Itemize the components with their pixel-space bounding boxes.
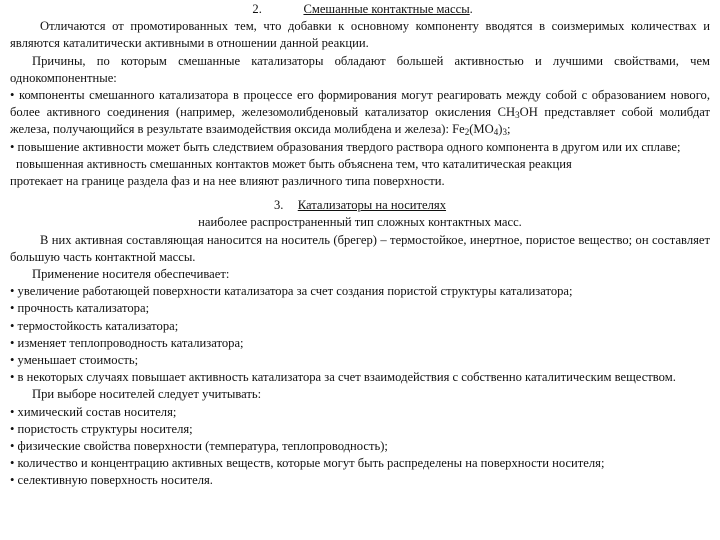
list-item: • уменьшает стоимость;	[10, 353, 139, 368]
bullet-1-sub-2: 2	[464, 127, 470, 138]
list-item: • прочность катализатора;	[10, 301, 150, 316]
section-2-title-end: .	[469, 2, 473, 16]
list-item: • изменяет теплопроводность катализатора;	[10, 335, 244, 350]
section-2-heading	[10, 1, 710, 18]
section-2-paragraph-3-line-1: повышенная активность смешанных контактов может быть объяснена тем, что каталитическая реакция	[16, 156, 572, 171]
section-2-bullet-2: • повышение активности может быть следствием образования твердого раствора одного компонента в другом или их сплаве;	[10, 139, 681, 154]
section-gap	[10, 190, 710, 197]
list-item: • термостойкость катализатора;	[10, 318, 179, 333]
list-item: • селективную поверхность носителя.	[10, 473, 213, 488]
bullet-1-text-b: OH представляет собой молибдат железа, получающийся в результате взаимодействия оксида молибдена и железа): Fe	[10, 105, 710, 137]
list-item: • пористость структуры носителя;	[10, 421, 193, 436]
list-item: • количество и концентрацию активных веществ, которые могут быть распределены на поверхности носителя;	[10, 456, 605, 471]
list-item: • в некоторых случаях повышает активность катализатора за счет взаимодействия с собственно каталитическим веществом.	[10, 370, 676, 385]
section-3-paragraph-3: При выборе носителей следует учитывать:	[32, 387, 262, 402]
section-3-subtitle: наиболее распространенный тип сложных контактных масс.	[198, 215, 522, 230]
section-2-paragraph-2: Причины, по которым смешанные катализаторы обладают большей активностью и лучшими свойствами, чем однокомпонентные:	[10, 53, 710, 85]
factors-list	[10, 404, 710, 490]
bullet-1-text-d: )	[498, 122, 503, 137]
bullet-1-sub-1: 3	[515, 110, 520, 121]
section-3-title: Катализаторы на носителях	[297, 198, 447, 213]
benefits-list	[10, 283, 710, 386]
bullet-1-sub-3: 4	[493, 127, 499, 138]
bullet-1-text-c: (MO	[469, 122, 494, 137]
section-2-number: 2.	[252, 2, 262, 16]
section-3-number: 3.	[273, 198, 284, 213]
section-3-paragraph-1: В них активная составляющая наносится на носитель (брегер) – термостойкое, инертное, пористое вещество; он составляет большую часть контактной массы.	[10, 232, 710, 264]
list-item: • увеличение работающей поверхности катализатора за счет создания пористой структуры катализатора;	[10, 284, 573, 299]
section-2-title: Смешанные контактные массы	[303, 2, 470, 16]
bullet-1-sub-4: 3	[502, 127, 507, 138]
list-item: • физические свойства поверхности (температура, теплопроводность);	[10, 439, 388, 454]
section-2-paragraph-1: Отличаются от промотированных тем, что добавки к основному компоненту вводятся в соизмеримых количествах и являются каталитически активными в отношении данной реакции.	[10, 19, 710, 51]
list-item: • химический состав носителя;	[10, 404, 177, 419]
bullet-1-text-e: ;	[506, 122, 511, 137]
section-2-paragraph-3-line-2: протекает на границе раздела фаз и на нее влияют различного типа поверхности.	[10, 174, 445, 189]
bullet-1-text-a: • компоненты смешанного катализатора в процессе его формирования могут реагировать между собой с образованием нового, более активного соединения (например, железомолибденовый катализатор окисления CH	[10, 88, 710, 120]
section-3-paragraph-2: Применение носителя обеспечивает:	[32, 267, 230, 282]
section-3-heading	[10, 197, 710, 214]
section-2-bullet-1	[10, 87, 710, 139]
